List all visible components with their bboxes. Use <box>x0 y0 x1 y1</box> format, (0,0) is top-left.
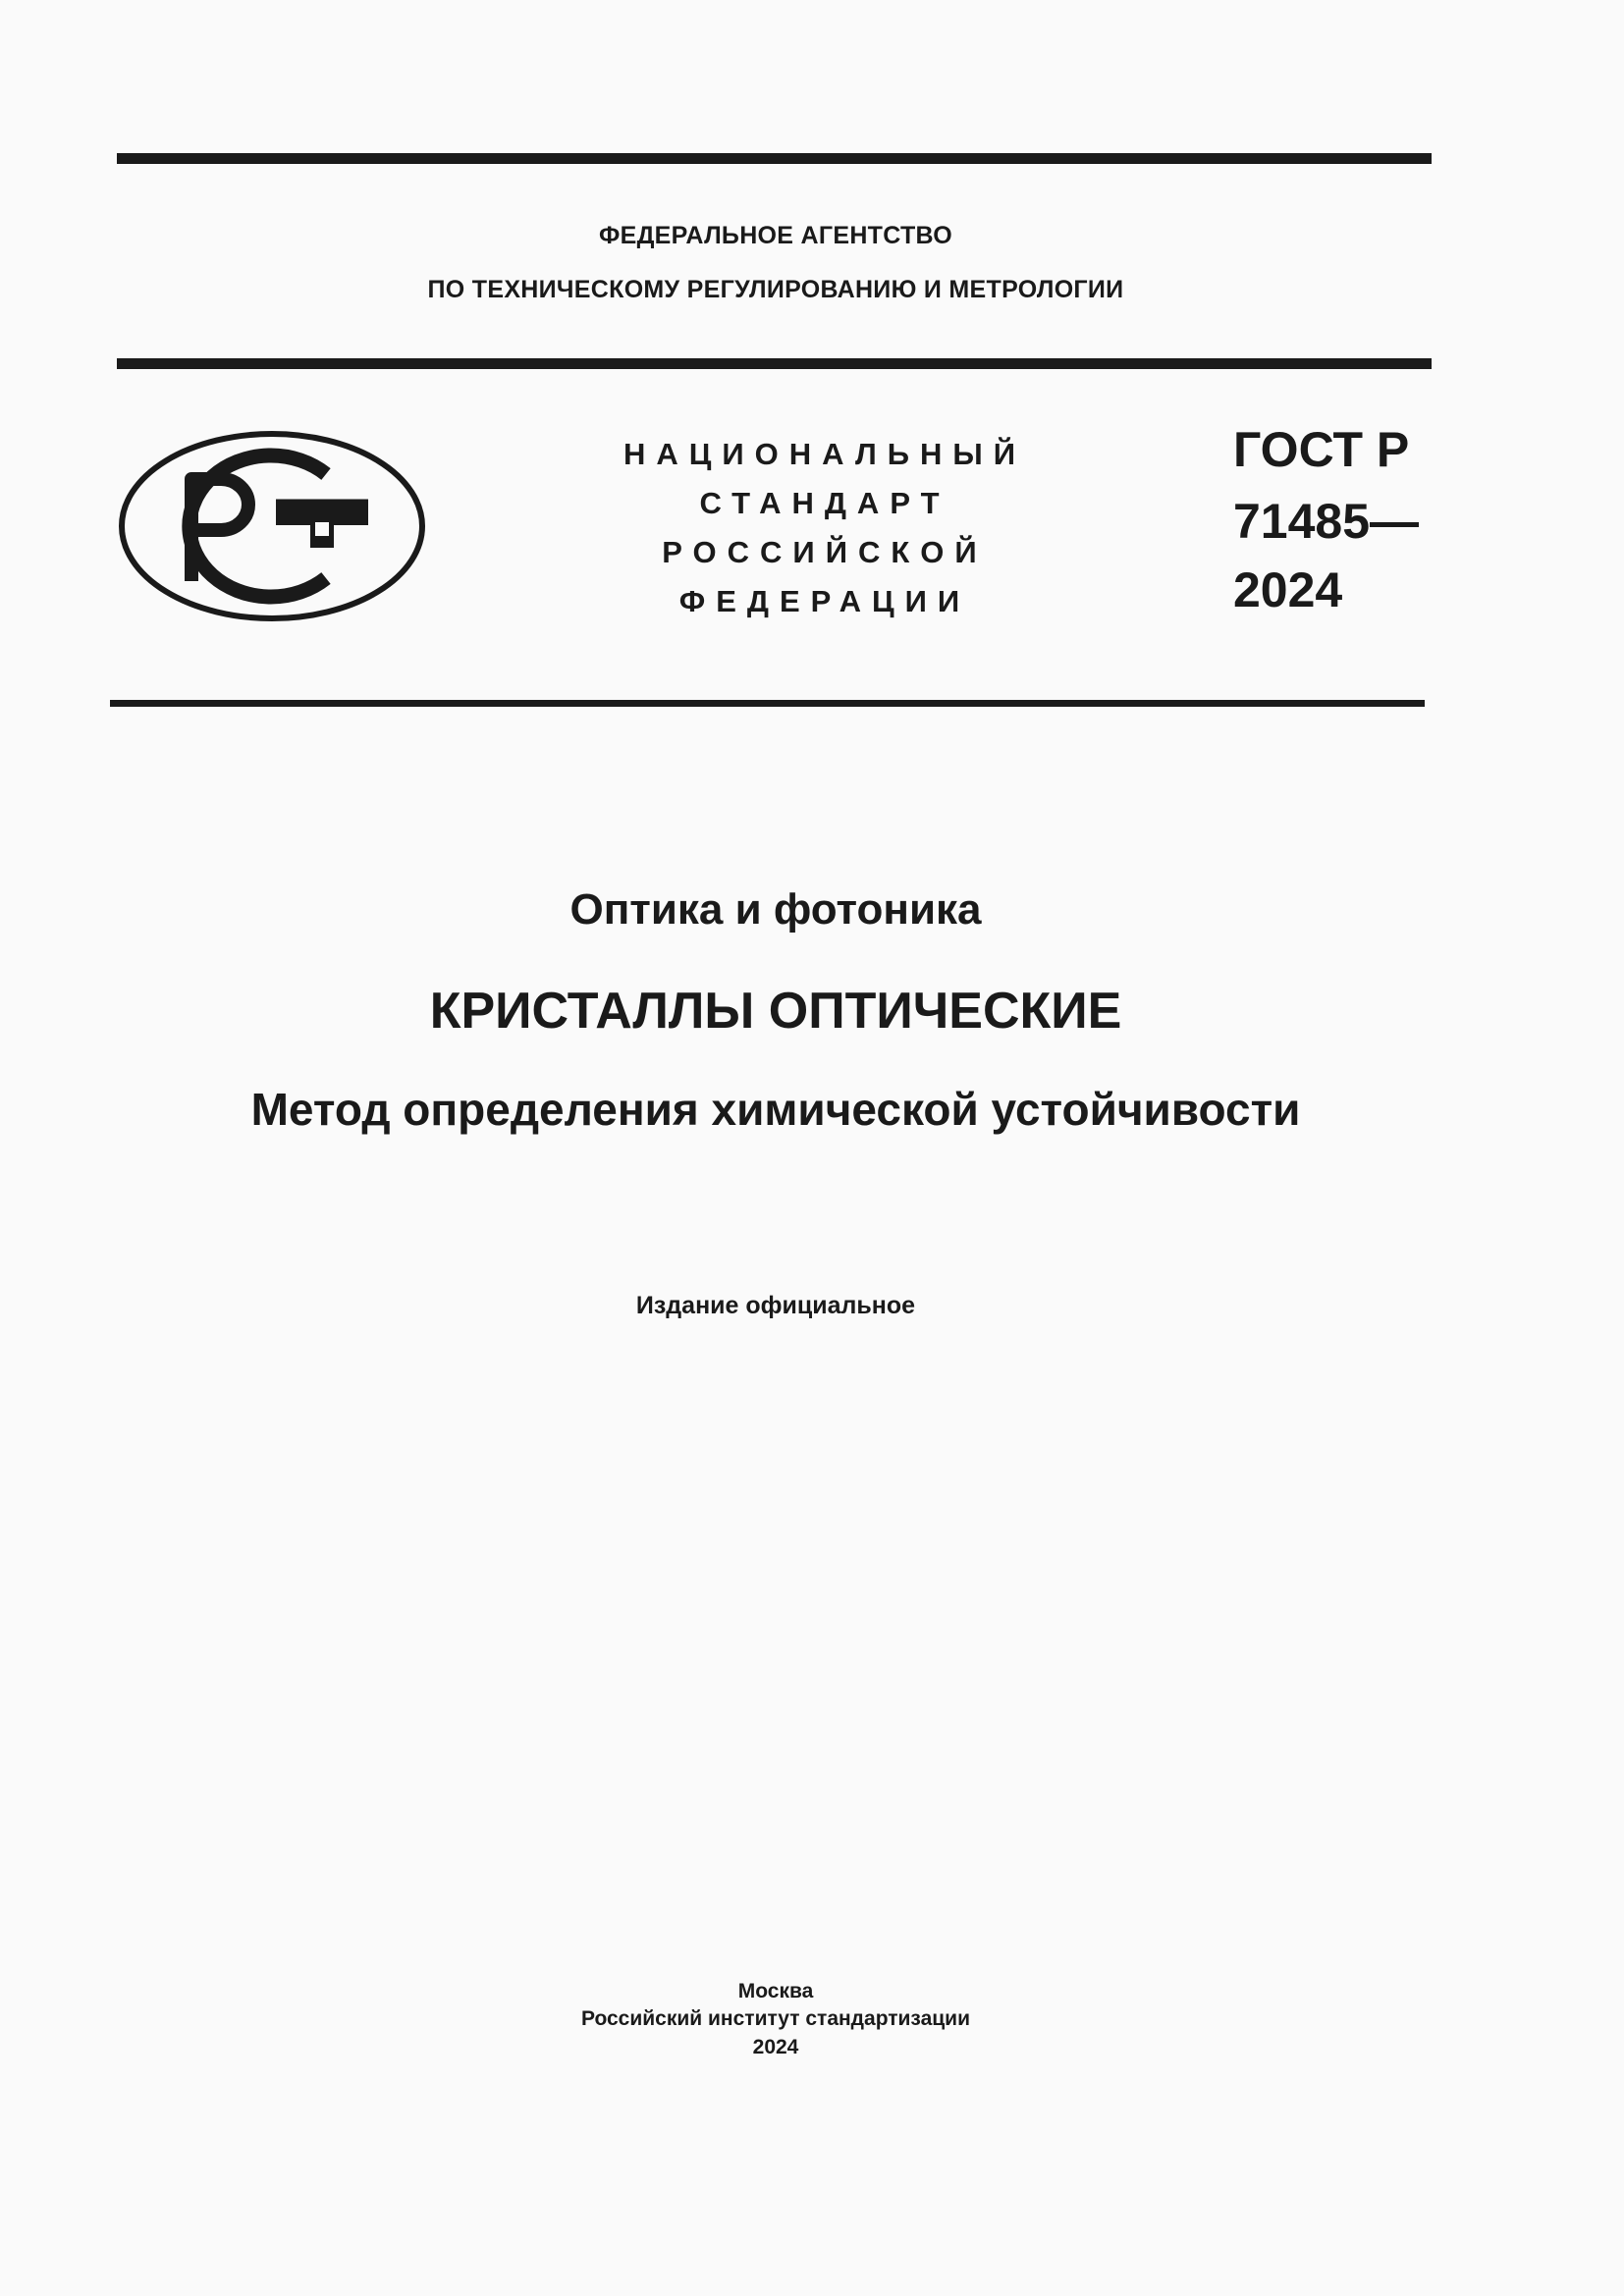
subtitle: Метод определения химической устойчивости <box>250 1084 1301 1135</box>
standard-type-line2: СТАНДАРТ <box>699 486 950 520</box>
edition-note: Издание официальное <box>635 1292 916 1319</box>
standard-type-line1: НАЦИОНАЛЬНЫЙ <box>623 437 1027 471</box>
standard-type-line3: РОССИЙСКОЙ <box>662 535 988 569</box>
series-title: Оптика и фотоника <box>569 885 982 934</box>
imprint-publisher: Российский институт стандартизации <box>580 2007 971 2030</box>
top-rule <box>117 153 1432 164</box>
agency-name-line1: ФЕДЕРАЛЬНОЕ АГЕНТСТВО <box>598 222 953 249</box>
middle-rule <box>117 358 1432 369</box>
agency-name-line2: ПО ТЕХНИЧЕСКОМУ РЕГУЛИРОВАНИЮ И МЕТРОЛОГИИ <box>427 276 1124 303</box>
imprint-year: 2024 <box>752 2036 799 2058</box>
designation-line1: ГОСТ Р <box>1233 422 1410 477</box>
standard-type-line4: ФЕДЕРАЦИИ <box>678 584 971 618</box>
imprint-city: Москва <box>737 1980 814 2002</box>
designation-line2: 71485— <box>1233 494 1420 549</box>
rst-certification-mark-icon <box>116 428 428 624</box>
main-title: КРИСТАЛЛЫ ОПТИЧЕСКИЕ <box>429 983 1122 1040</box>
designation-line3: 2024 <box>1233 562 1343 617</box>
bottom-rule <box>110 700 1425 707</box>
